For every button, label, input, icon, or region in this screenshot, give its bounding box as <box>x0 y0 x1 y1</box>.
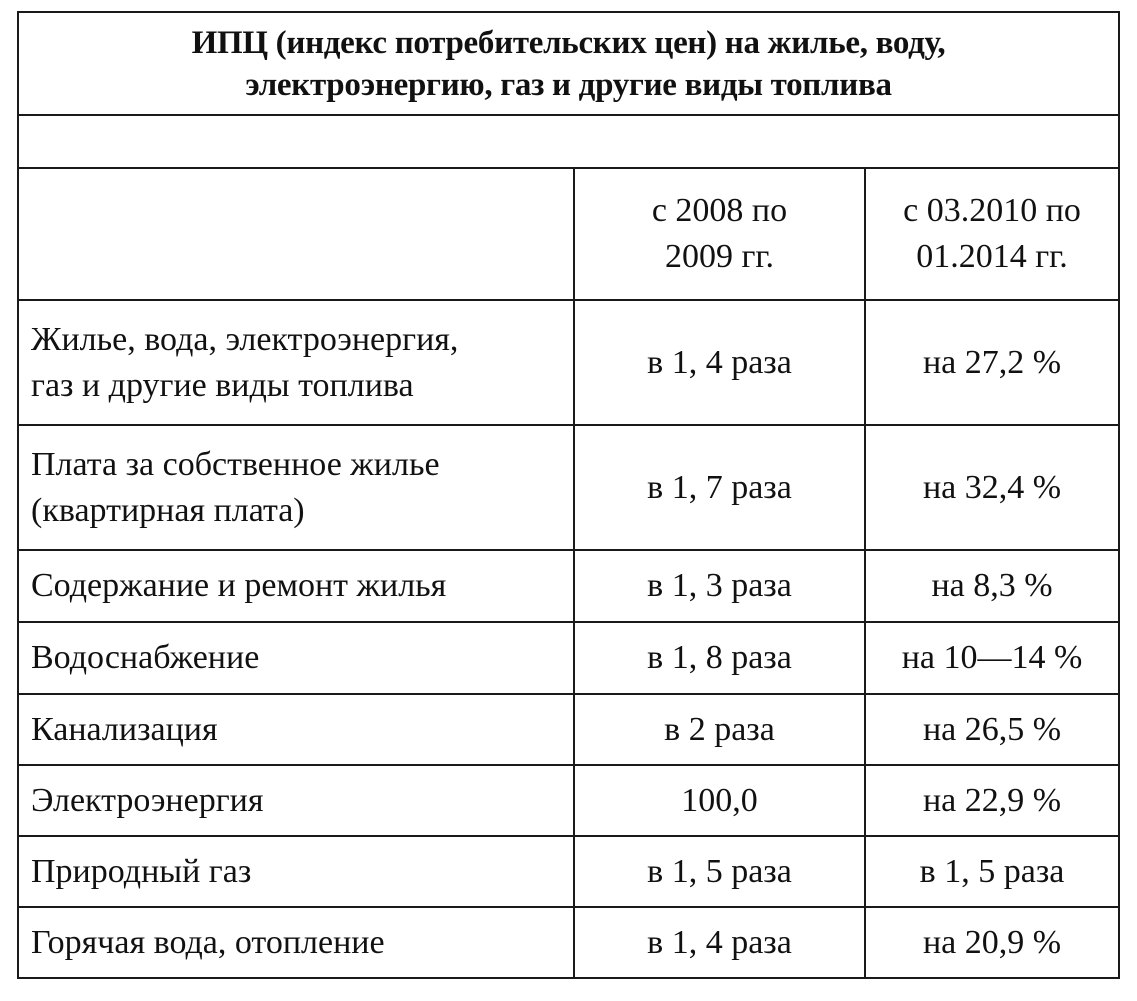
row-value-2008: 100,0 <box>574 765 865 836</box>
row-value-2010: на 8,3 % <box>865 550 1119 622</box>
document-page <box>17 11 1121 988</box>
row-value-2010: на 20,9 % <box>865 907 1119 978</box>
row-value-2010: на 27,2 % <box>865 300 1119 425</box>
cpi-housing-table <box>17 11 1120 979</box>
header-2010-line-2: 01.2014 гг. <box>916 238 1068 275</box>
row-label-line-2: (квартирная плата) <box>31 491 305 529</box>
row-value-2008: в 1, 3 раза <box>574 550 865 622</box>
table-row <box>18 765 1119 836</box>
header-2008-line-2: 2009 гг. <box>664 238 775 275</box>
row-label: Содержание и ремонт жилья <box>18 550 574 622</box>
row-label-line-1: Жилье, вода, электроэнергия, <box>31 320 459 358</box>
row-value-2010: на 10—14 % <box>865 622 1119 694</box>
row-value-2010: на 26,5 % <box>865 694 1119 765</box>
table-row <box>18 907 1119 978</box>
title-row <box>18 12 1119 115</box>
table-title <box>18 12 1119 115</box>
table-row <box>18 622 1119 694</box>
row-label <box>18 425 574 550</box>
empty-row <box>18 115 1119 168</box>
row-label <box>18 300 574 425</box>
header-2010-line-1: с 03.2010 по <box>903 192 1081 229</box>
row-label: Горячая вода, отопление <box>18 907 574 978</box>
row-label-line-1: Плата за собственное жилье <box>31 445 440 483</box>
row-value-2010: на 22,9 % <box>865 765 1119 836</box>
row-label: Природный газ <box>18 836 574 907</box>
row-value-2008: в 1, 8 раза <box>574 622 865 694</box>
row-label: Водоснабжение <box>18 622 574 694</box>
row-value-2008: в 1, 4 раза <box>574 300 865 425</box>
header-row <box>18 168 1119 300</box>
row-value-2010: на 32,4 % <box>865 425 1119 550</box>
row-label: Электроэнергия <box>18 765 574 836</box>
row-value-2008: в 1, 7 раза <box>574 425 865 550</box>
table-row <box>18 836 1119 907</box>
table-row <box>18 694 1119 765</box>
table-row <box>18 550 1119 622</box>
row-label-line-2: газ и другие виды топлива <box>31 366 414 404</box>
header-cell-period-2010 <box>865 168 1119 300</box>
empty-cell <box>18 115 1119 168</box>
header-cell-label <box>18 168 574 300</box>
table-row <box>18 300 1119 425</box>
table-title-line-1: ИПЦ (индекс потребительских цен) на жилье, воду, <box>191 24 946 61</box>
table-title-line-2: электроэнергию, газ и другие виды топлива <box>245 66 892 103</box>
header-cell-period-2008 <box>574 168 865 300</box>
row-label: Канализация <box>18 694 574 765</box>
table-row <box>18 425 1119 550</box>
row-value-2010: в 1, 5 раза <box>865 836 1119 907</box>
row-value-2008: в 2 раза <box>574 694 865 765</box>
row-value-2008: в 1, 4 раза <box>574 907 865 978</box>
row-value-2008: в 1, 5 раза <box>574 836 865 907</box>
header-2008-line-1: с 2008 по <box>651 192 788 229</box>
